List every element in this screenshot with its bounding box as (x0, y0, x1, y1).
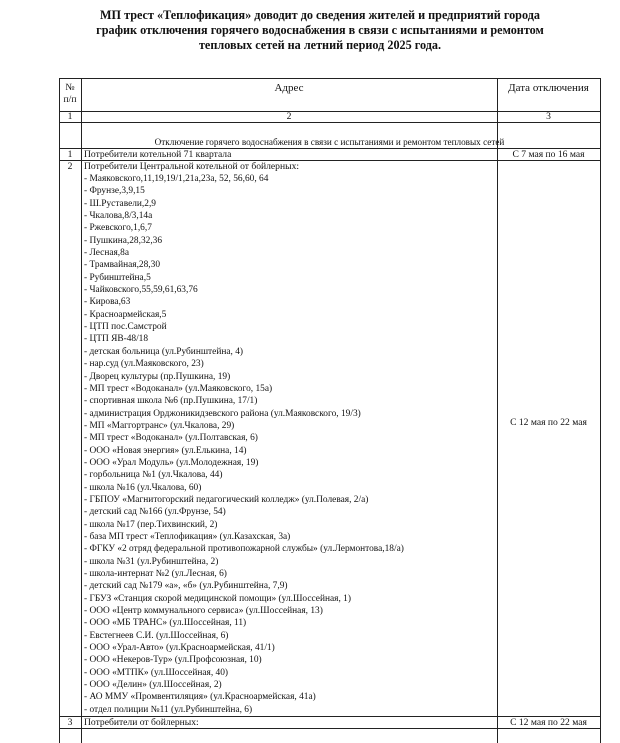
list-item: - нар.суд (ул.Маяковского, 23) (84, 359, 204, 370)
list-item: - МП трест «Водоканал» (ул.Маяковского, 15а) (84, 383, 273, 394)
list-item: - ЦТП пос.Самстрой (84, 322, 167, 333)
list-item: - Чайковского,55,59,61,63,76 (84, 285, 198, 296)
row-1-address: Потребители котельной 71 квартала (84, 149, 232, 160)
table-border-top (59, 78, 601, 79)
list-item: - ООО «Новая энергия» (ул.Елькина, 14) (84, 445, 247, 456)
list-item: - администрация Орджоникидзевского района (ул.Маяковского, 19/3) (84, 408, 361, 419)
title-line-1: МП трест «Теплофикация» доводит до сведения жителей и предприятий города (100, 8, 540, 22)
table-border-left (59, 78, 60, 743)
list-item: - Фрунзе,3,9,15 (84, 186, 145, 197)
col-number-2: 2 (286, 111, 292, 122)
list-item: - Пушкина,28,32,36 (84, 235, 163, 246)
title-line-3: тепловых сетей на летний период 2025 года. (198, 38, 442, 52)
list-item: - Лесная,8а (84, 248, 129, 259)
row-3-address: Потребители от бойлерных: (84, 717, 199, 728)
list-item: - МП трест «Водоканал» (ул.Полтавская, 6) (84, 433, 258, 444)
list-item: - Дворец культуры (пр.Пушкина, 19) (84, 371, 231, 382)
header-date: Дата отключения (508, 82, 589, 94)
section-title: Отключение горячего водоснабжения в связи с испытаниями и ремонтом тепловых сетей (154, 137, 505, 147)
row-3-date: С 12 мая по 22 мая (510, 717, 587, 728)
header-address: Адрес (274, 82, 304, 94)
list-item: - Кирова,63 (84, 297, 131, 308)
row-3-num: 3 (67, 717, 73, 728)
list-item: - АО ММУ «Промвентиляция» (ул.Красноармейская, 41а) (84, 692, 316, 703)
list-item: - база МП трест «Теплофикация» (ул.Казахская, 3а) (84, 531, 291, 542)
list-item: - детский сад №166 (ул.Фрунзе, 54) (84, 507, 226, 518)
list-item: - Красноармейская,5 (84, 309, 167, 320)
list-item: - ООО «Урал-Авто» (ул.Красноармейская, 41/1) (84, 643, 275, 654)
row-2-item-list (84, 173, 496, 716)
list-item: - ГБУЗ «Станция скорой медицинской помощи» (ул.Шоссейная, 1) (84, 593, 351, 604)
col-number-1: 1 (67, 111, 73, 122)
row-2-address: Потребители Центральной котельной от бойлерных: (84, 161, 300, 172)
list-item: - школа №17 (пер.Тихвинский, 2) (84, 519, 218, 530)
list-item: - Ржевского,1,6,7 (84, 223, 152, 234)
col-number-3: 3 (546, 111, 551, 122)
list-item: - школа-интернат №2 (ул.Лесная, 6) (84, 569, 227, 579)
list-item: - ООО «Некеров-Тур» (ул.Профсоюзная, 10) (84, 655, 262, 666)
schedule-table (59, 78, 601, 743)
list-item: - школа №31 (ул.Рубинштейна, 2) (84, 556, 219, 567)
table-border-right (600, 78, 601, 743)
list-item: - ООО «Делин» (ул.Шоссейная, 2) (84, 680, 222, 691)
list-item: - детская больница (ул.Рубинштейна, 4) (84, 346, 244, 357)
row-2-date: С 12 мая по 22 мая (510, 417, 587, 428)
list-item: - Рубинштейна,5 (84, 272, 151, 283)
header-num: № п/п (63, 82, 77, 105)
list-item: - Маяковского,11,19,19/1,21а,23а, 52, 56,60, 64 (84, 174, 269, 184)
title-line-2: график отключения горячего водоснабжения в связи с испытаниями и ремонтом (96, 23, 544, 37)
list-item: - ГБПОУ «Магнитогорский педагогический колледж» (ул.Полевая, 2/а) (84, 494, 369, 505)
row-1-date: С 7 мая по 16 мая (512, 149, 585, 160)
list-item: - Евстегнеев С.И. (ул.Шоссейная, 6) (84, 630, 229, 641)
list-item: - ООО «Центр коммунального сервиса» (ул.Шоссейная, 13) (84, 606, 323, 617)
list-item: - Чкалова,8/3,14а (84, 211, 153, 222)
list-item: - ООО «Урал Модуль» (ул.Молодежная, 19) (84, 457, 259, 468)
list-item: - спортивная школа №6 (пр.Пушкина, 17/1) (84, 396, 258, 407)
row-2-num: 2 (67, 161, 73, 172)
row-1-num: 1 (67, 149, 73, 160)
column-divider-2 (497, 78, 498, 743)
list-item: - детский сад №179 «а», «б» (ул.Рубинштейна, 7,9) (84, 581, 288, 592)
list-item: - ФГКУ «2 отряд федеральной противопожарной службы» (ул.Лермонтова,18/а) (84, 544, 404, 555)
notice-title (60, 8, 580, 53)
list-item: - школа №16 (ул.Чкалова, 60) (84, 482, 202, 493)
column-divider-1 (81, 78, 82, 743)
list-item: - ООО «МТПК» (ул.Шоссейная, 40) (84, 667, 229, 678)
list-item: - Трамвайная,28,30 (84, 260, 161, 271)
list-item: - ООО «МБ ТРАНС» (ул.Шоссейная, 11) (84, 618, 247, 629)
list-item: - МП «Маггортранс» (ул.Чкалова, 29) (84, 420, 235, 431)
list-item: - ЦТП ЯВ-48/18 (84, 334, 149, 345)
list-item: - отдел полиции №11 (ул.Рубинштейна, 6) (84, 704, 253, 715)
list-item: - Ш.Руставели,2,9 (84, 198, 156, 209)
list-item: - горбольница №1 (ул.Чкалова, 44) (84, 470, 223, 481)
